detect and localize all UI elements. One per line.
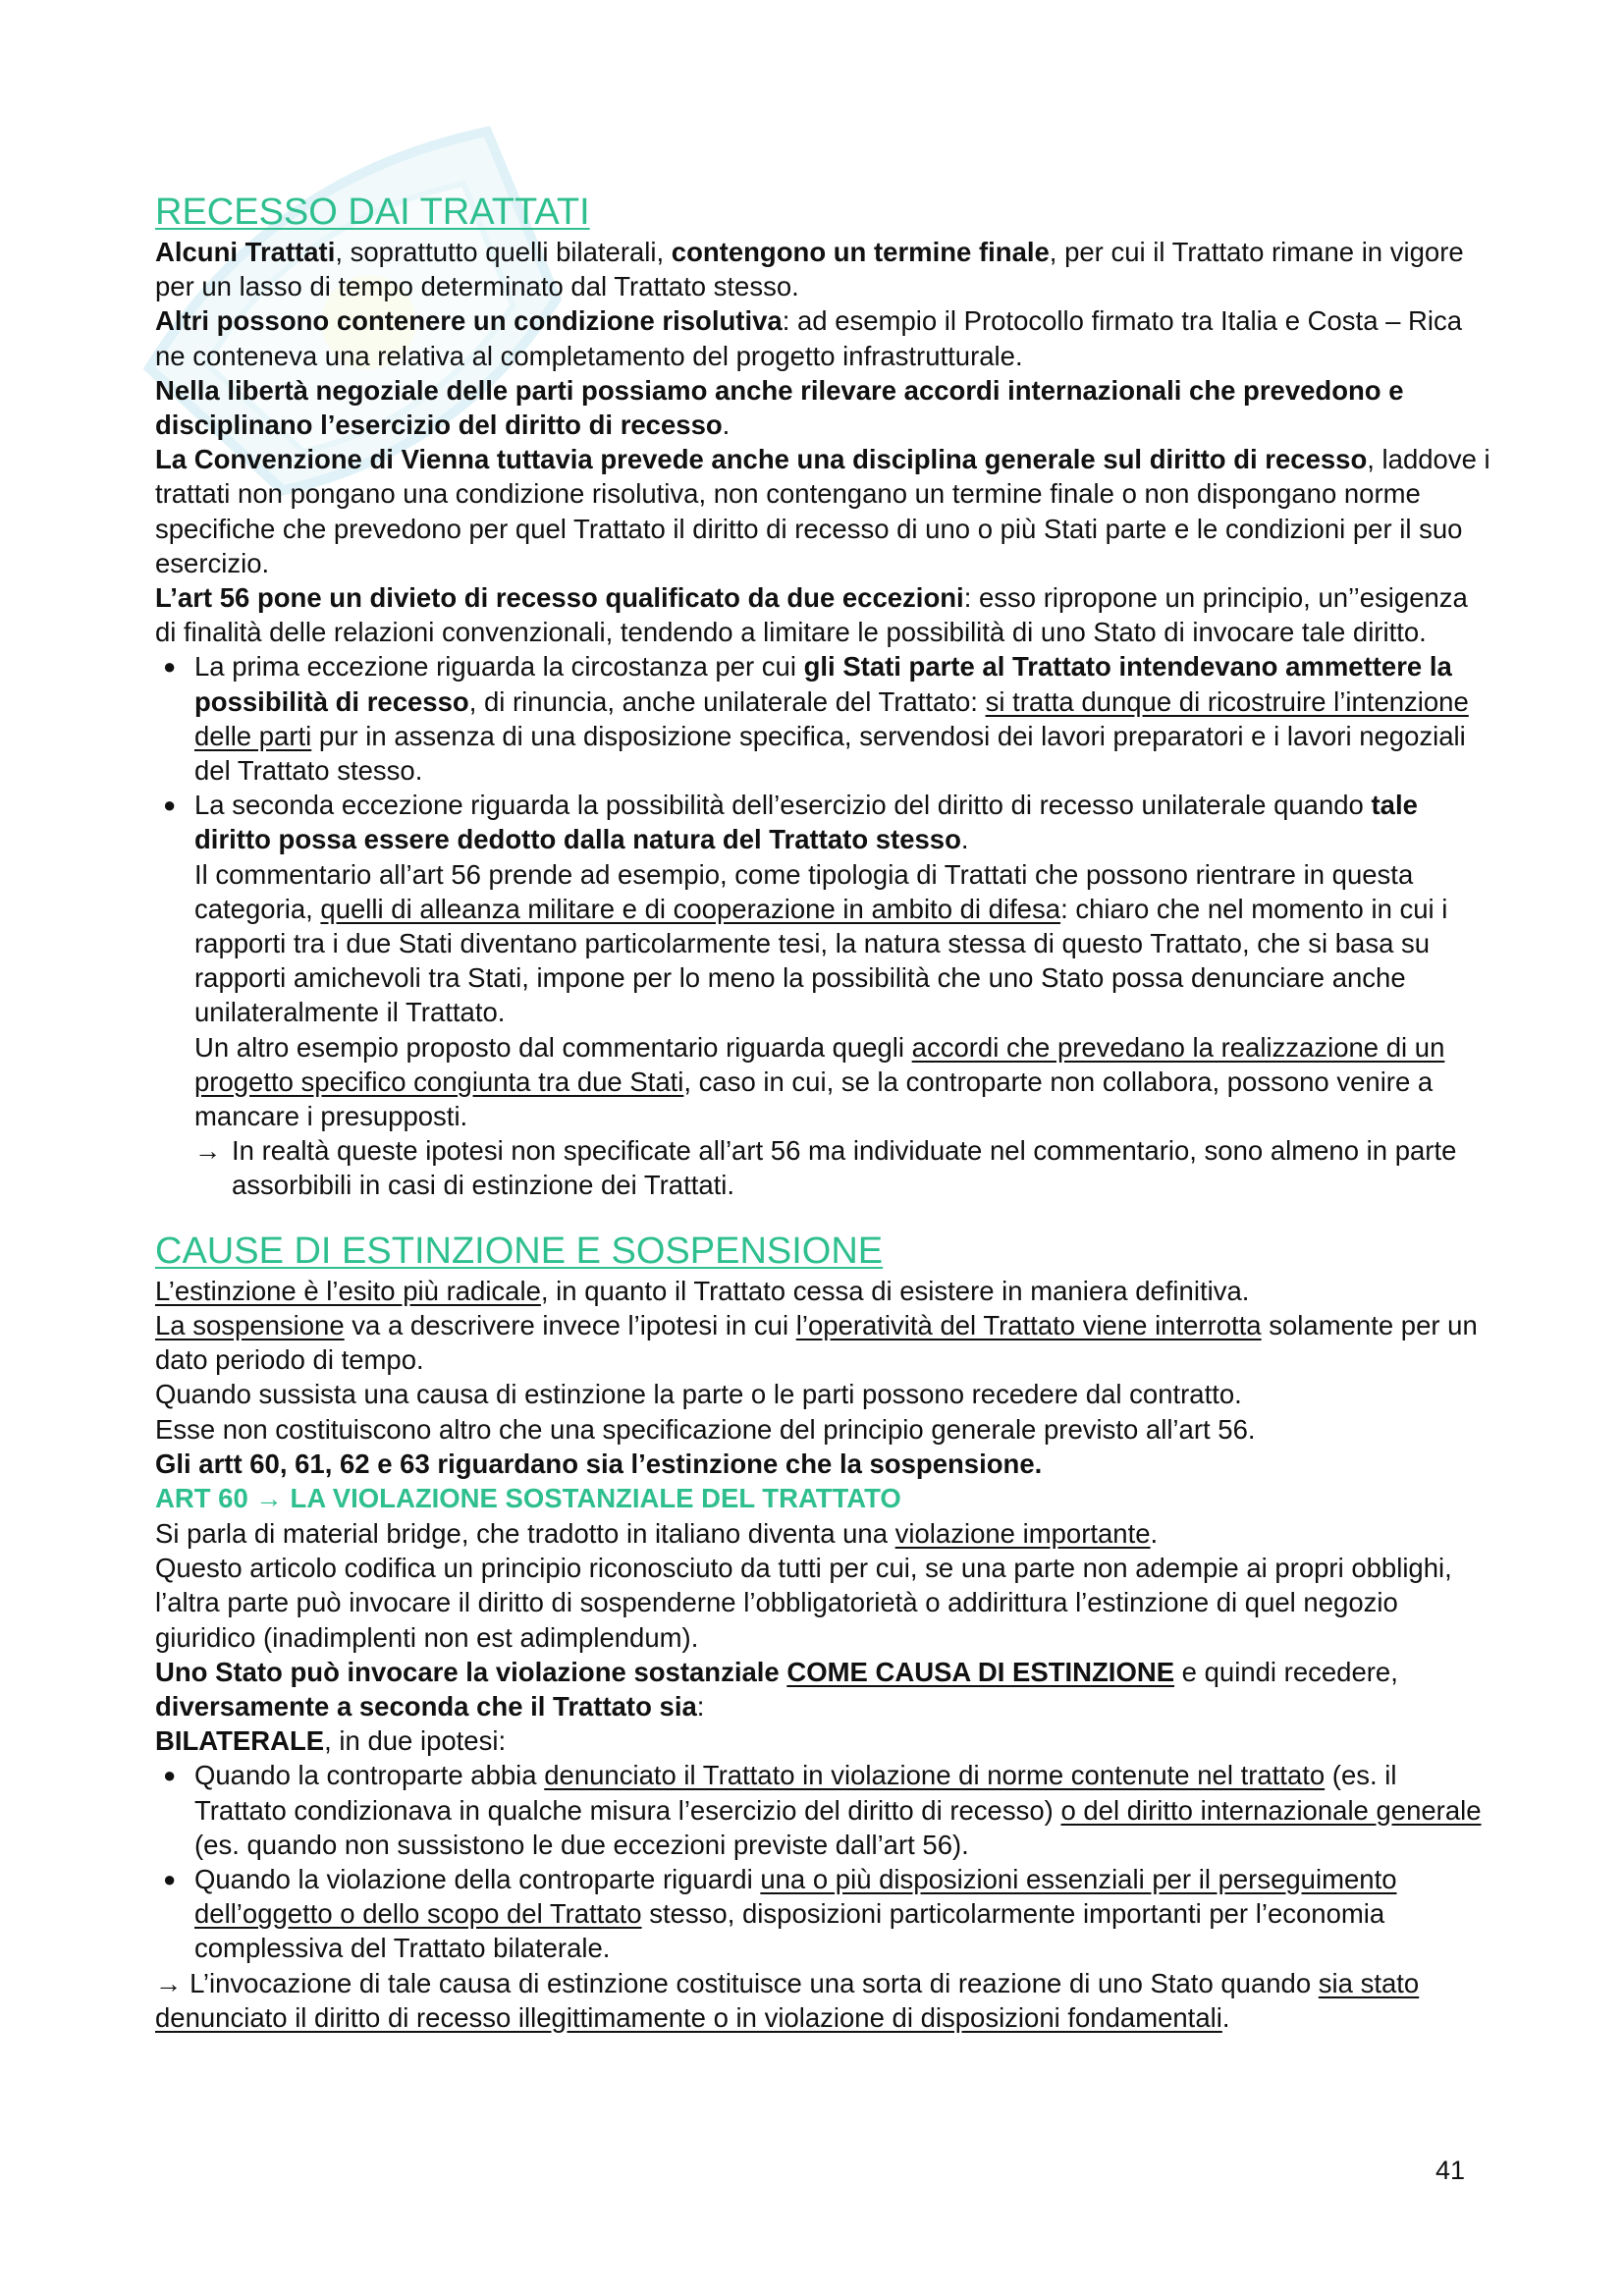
text-run: o del diritto internazionale generale <box>1060 1794 1482 1826</box>
text-run: gli Stati parte al Trattato intendevano ammettere la possibilità di recesso <box>194 651 1452 717</box>
text-run: L’estinzione è l’esito più radicale <box>155 1275 541 1306</box>
paragraph-sospensione <box>155 1308 1490 1377</box>
paragraph-causa-estinzione: Quando sussista una causa di estinzione la parte o le parti possono recedere dal contratto. <box>155 1379 1242 1410</box>
text-run: . <box>960 824 969 855</box>
text-run: , in due ipotesi: <box>324 1725 507 1757</box>
text-run: : <box>696 1690 705 1722</box>
text-run: : chiaro che nel momento in cui i rapporti tra i due Stati diventano particolarmente tesi, la natura stessa di questo Trattato, che si basa su rapporti amichevoli tra Stati, impone per lo meno la possibilità che uno Stato possa denunciare anche unilateralmente il Trattato. <box>194 893 1448 1028</box>
arrow-note-ipotesi <box>155 1133 1490 1202</box>
text-run: diversamente a seconda che il Trattato sia <box>155 1690 697 1722</box>
page-content <box>155 190 1490 2035</box>
text-run: Uno Stato può invocare la violazione sostanziale <box>155 1656 787 1687</box>
text-run: Quando la violazione della controparte riguardi <box>194 1863 761 1894</box>
text-run: Alcuni Trattati <box>155 237 336 267</box>
text-run: , laddove i trattati non pongano una condizione risolutiva, non contengano un termine finale o non dispongano norme specifiche che prevedono per quel Trattato il diritto di recesso di uno o più Stati parte e le condizioni per il suo esercizio. <box>155 444 1490 578</box>
text-run: . <box>722 410 731 441</box>
text-run: , soprattutto quelli bilaterali, <box>335 237 672 267</box>
text-run: quelli di alleanza militare e di cooperazione in ambito di difesa <box>320 893 1061 924</box>
text-run: si tratta dunque di ricostruire l’intenzione delle parti <box>194 685 1469 751</box>
text-run: l’operatività del Trattato viene interrotta <box>795 1309 1262 1340</box>
paragraph-principio: Questo articolo codifica un principio riconosciuto da tutti per cui, se una parte non adempie ai propri obblighi, l’altra parte può invocare il diritto di sospenderne l’obbligatorietà o addirittura l’estinzione di quel negozio giuridico (inadimplenti non est adimplendum). <box>155 1553 1452 1653</box>
page-number: 41 <box>1435 2156 1466 2185</box>
arrow-note-invocazione <box>155 1966 1490 2035</box>
text-run: , per cui il Trattato rimane in vigore per un lasso di tempo determinato dal Trattato stesso. <box>155 237 1464 302</box>
paragraph-termine-finale <box>155 235 1490 303</box>
section-heading-estinzione: CAUSE DI ESTINZIONE E SOSPENSIONE <box>155 1230 884 1272</box>
text-run: stesso, disposizioni particolarmente importanti per l’economia complessiva del Trattato bilaterale. <box>194 1898 1385 1964</box>
text-run: L’invocazione di tale causa di estinzione costituisce una sorta di reazione di uno Stato quando <box>189 1967 1319 1998</box>
text-run: La sospensione <box>155 1309 345 1340</box>
text-run: Un altro esempio proposto dal commentario riguarda quegli <box>194 1031 912 1063</box>
text-run: L’art 56 pone un divieto di recesso qualificato da due eccezioni <box>155 582 964 614</box>
paragraph-specificazione: Esse non costituiscono altro che una specificazione del principio generale previsto all’art 56. <box>155 1413 1256 1445</box>
text-run: , in quanto il Trattato cessa di esistere in maniera definitiva. <box>540 1275 1250 1306</box>
text-run: . <box>1150 1517 1159 1549</box>
paragraph-liberta-negoziale <box>155 373 1490 442</box>
subheading-art-60: ART 60 → LA VIOLAZIONE SOSTANZIALE DEL TRATTATO <box>155 1482 901 1513</box>
bullet-dot-icon: ● <box>163 1763 177 1788</box>
bullet-dot-icon: ● <box>163 1866 177 1891</box>
text-run: : esso ripropone un principio, un’’esigenza di finalità delle relazioni convenzionali, tendendo a limitare le possibilità di uno Stato di invocare tale diritto. <box>155 582 1468 648</box>
text-run: Altri possono contenere un condizione risolutiva <box>155 305 783 337</box>
text-run: (es. quando non sussistono le due eccezioni previste dall’art 56). <box>194 1829 969 1860</box>
text-run: sia stato denunciato il diritto di recesso illegittimamente o in violazione di disposizioni fondamentali <box>155 1967 1420 2033</box>
text-run: , di rinuncia, anche unilaterale del Trattato: <box>468 685 986 717</box>
bullet-prima-eccezione <box>194 651 1469 786</box>
paragraph-commentario-progetto <box>155 1030 1490 1134</box>
bullet-dot-icon: ● <box>163 793 177 818</box>
paragraph-causa-estinzione-stato <box>155 1655 1490 1723</box>
list-item <box>155 649 1490 788</box>
text-run: , caso in cui, se la controparte non collabora, possono venire a mancare i presupposti. <box>194 1066 1434 1132</box>
paragraph-art-56 <box>155 580 1490 649</box>
paragraph-bilaterale <box>155 1723 1490 1758</box>
arrow-note-text: In realtà queste ipotesi non specificate all’art 56 ma individuate nel commentario, sono almeno in parte assorbibili in casi di estinzione dei Trattati. <box>232 1135 1457 1201</box>
text-run: . <box>1221 2001 1230 2033</box>
text-run: Nella libertà negoziale delle parti possiamo anche rilevare accordi internazionali che prevedono e disciplinano l’esercizio del diritto di recesso <box>155 374 1404 441</box>
list-item <box>155 1758 1490 1862</box>
arrow-right-icon: → <box>194 1135 222 1167</box>
list-item <box>155 1862 1490 1966</box>
arrow-note-invocazione-text <box>155 1968 1419 2033</box>
text-run: tale diritto possa essere dedotto dalla natura del Trattato stesso <box>194 790 1418 855</box>
text-run: pur in assenza di una disposizione specifica, servendosi dei lavori preparatori e i lavori negoziali del Trattato stesso. <box>194 720 1466 787</box>
text-run: contengono un termine finale <box>671 237 1050 267</box>
bullet-denuncia-trattato <box>194 1760 1482 1859</box>
text-run: Si parla di material bridge, che tradotto in italiano diventa una <box>155 1517 895 1549</box>
ipotesi-list <box>155 1758 1490 1965</box>
text-run: : ad esempio il Protocollo firmato tra Italia e Costa – Rica ne conteneva una relativa al completamento del progetto infrastrutturale. <box>155 305 1463 371</box>
paragraph-estinzione <box>155 1274 1490 1308</box>
paragraph-commentario-alleanza <box>155 857 1490 1030</box>
text-run: denunciato il Trattato in violazione di norme contenute nel trattato <box>544 1760 1326 1791</box>
text-run: va a descrivere invece l’ipotesi in cui <box>344 1309 796 1340</box>
text-run: La seconda eccezione riguarda la possibilità dell’esercizio del diritto di recesso unilaterale quando <box>194 790 1372 821</box>
text-run: violazione importante <box>894 1517 1151 1549</box>
section-heading-recesso: RECESSO DAI TRATTATI <box>155 191 590 233</box>
paragraph-convenzione-vienna <box>155 442 1490 580</box>
bullet-dot-icon: ● <box>163 654 177 680</box>
paragraph-material-bridge <box>155 1516 1490 1551</box>
arrow-right-icon: → <box>155 1967 190 1998</box>
text-run: BILATERALE <box>155 1725 325 1757</box>
paragraph-condizione-risolutiva <box>155 303 1490 372</box>
text-run: Il commentario all’art 56 prende ad esempio, come tipologia di Trattati che possono rientrare in questa categoria, <box>194 858 1414 924</box>
text-run: La Convenzione di Vienna tuttavia prevede anche una disciplina generale sul diritto di recesso <box>155 444 1368 475</box>
text-run: una o più disposizioni essenziali per il perseguimento dell’oggetto o dello scopo del Trattato <box>194 1863 1397 1930</box>
text-run: Quando la controparte abbia <box>194 1760 545 1791</box>
bullet-disposizioni-essenziali <box>194 1864 1397 1963</box>
list-item <box>155 788 1490 856</box>
text-run: e quindi recedere, <box>1174 1656 1398 1687</box>
text-run: accordi che prevedano la realizzazione di un progetto specifico congiunta tra due Stati <box>194 1031 1445 1097</box>
text-run: (es. il Trattato condizionava in qualche misura l’esercizio del diritto di recesso) <box>194 1760 1397 1826</box>
text-run: La prima eccezione riguarda la circostanza per cui <box>194 651 804 683</box>
text-run: COME CAUSA DI ESTINZIONE <box>786 1656 1175 1687</box>
text-run: solamente per un dato periodo di tempo. <box>155 1309 1478 1376</box>
bullet-seconda-eccezione <box>194 790 1418 854</box>
paragraph-articoli: Gli artt 60, 61, 62 e 63 riguardano sia l’estinzione che la sospensione. <box>155 1448 1043 1479</box>
eccezioni-list <box>155 649 1490 856</box>
